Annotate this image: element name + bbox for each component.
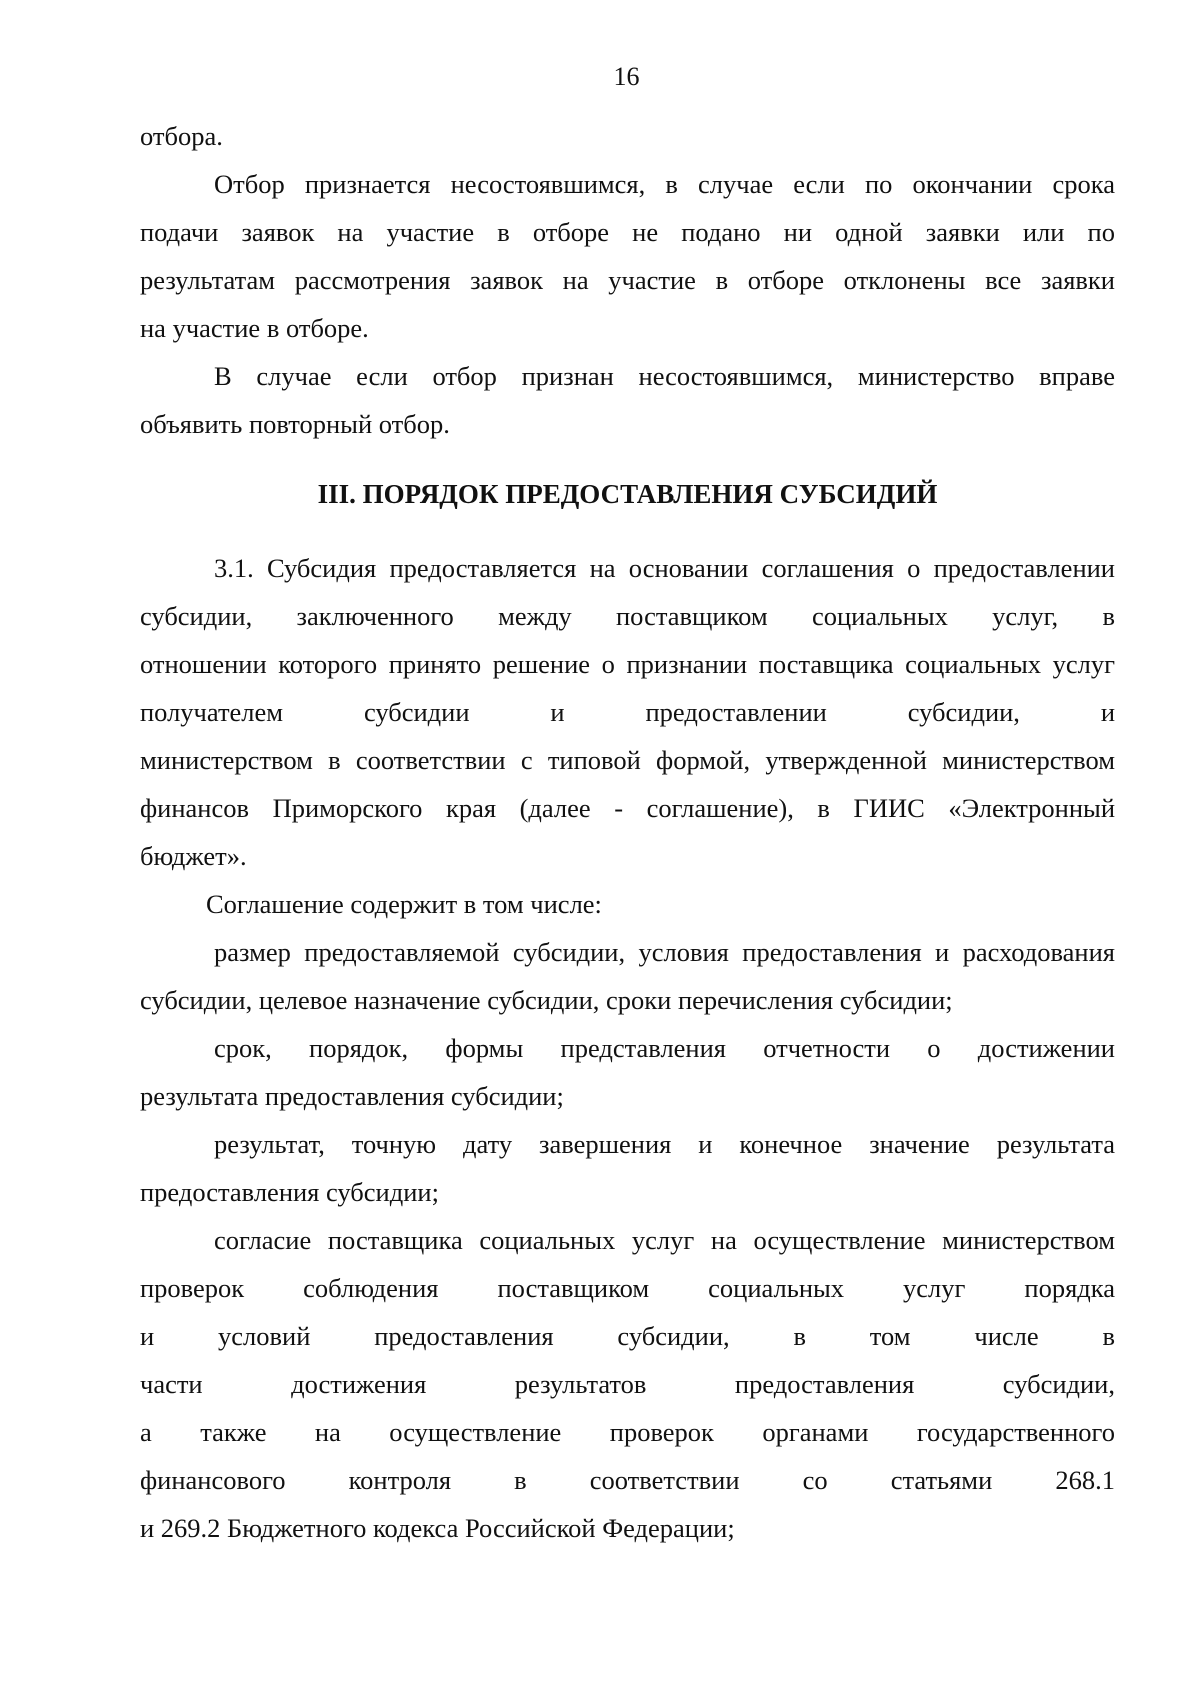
- paragraph-line: согласие поставщика социальных услуг на осуществление министерством: [214, 1225, 1115, 1255]
- paragraph-line: 3.1. Субсидия предоставляется на основании соглашения о предоставлении: [214, 553, 1115, 583]
- paragraph-line: результатам рассмотрения заявок на участие в отборе отклонены все заявки: [140, 265, 1115, 295]
- paragraph-line: и условий предоставления субсидии, в том числе в: [140, 1321, 1115, 1351]
- paragraph-line: а также на осуществление проверок органами государственного: [140, 1417, 1115, 1447]
- paragraph-line: отношении которого принято решение о признании поставщика социальных услуг: [140, 649, 1115, 679]
- page-number: 16: [613, 62, 640, 91]
- paragraph-line: бюджет».: [140, 841, 247, 871]
- spacer: [140, 448, 1115, 470]
- paragraph-line: и 269.2 Бюджетного кодекса Российской Федерации;: [140, 1513, 735, 1543]
- paragraph-line: финансов Приморского края (далее - соглашение), в ГИИС «Электронный: [140, 793, 1115, 823]
- paragraph-line: министерством в соответствии с типовой формой, утвержденной министерством: [140, 745, 1115, 775]
- paragraph-line: субсидии, целевое назначение субсидии, сроки перечисления субсидии;: [140, 985, 953, 1015]
- paragraph-line: получателем субсидии и предоставлении субсидии, и: [140, 697, 1115, 727]
- paragraph-line: на участие в отборе.: [140, 313, 369, 343]
- paragraph-line: Отбор признается несостоявшимся, в случае если по окончании срока: [214, 169, 1115, 199]
- paragraph-line: отбора.: [140, 121, 223, 151]
- paragraph-line: финансового контроля в соответствии со статьями 268.1: [140, 1465, 1115, 1495]
- paragraph-line: В случае если отбор признан несостоявшимся, министерство вправе: [214, 361, 1115, 391]
- document-body: [140, 112, 1115, 1552]
- paragraph-line: части достижения результатов предоставления субсидии,: [140, 1369, 1115, 1399]
- paragraph-line: субсидии, заключенного между поставщиком социальных услуг, в: [140, 601, 1115, 631]
- paragraph-line: срок, порядок, формы представления отчетности о достижении: [214, 1033, 1115, 1063]
- paragraph-line: размер предоставляемой субсидии, условия предоставления и расходования: [214, 937, 1115, 967]
- paragraph-line: объявить повторный отбор.: [140, 409, 450, 439]
- spacer: [140, 518, 1115, 544]
- paragraph-line: предоставления субсидии;: [140, 1177, 439, 1207]
- paragraph-line: подачи заявок на участие в отборе не подано ни одной заявки или по: [140, 217, 1115, 247]
- section-heading: III. ПОРЯДОК ПРЕДОСТАВЛЕНИЯ СУБСИДИЙ: [317, 479, 938, 509]
- paragraph-line: результата предоставления субсидии;: [140, 1081, 564, 1111]
- paragraph-line: результат, точную дату завершения и конечное значение результата: [214, 1129, 1115, 1159]
- paragraph-line: Соглашение содержит в том числе:: [206, 889, 602, 919]
- paragraph-line: проверок соблюдения поставщиком социальных услуг порядка: [140, 1273, 1115, 1303]
